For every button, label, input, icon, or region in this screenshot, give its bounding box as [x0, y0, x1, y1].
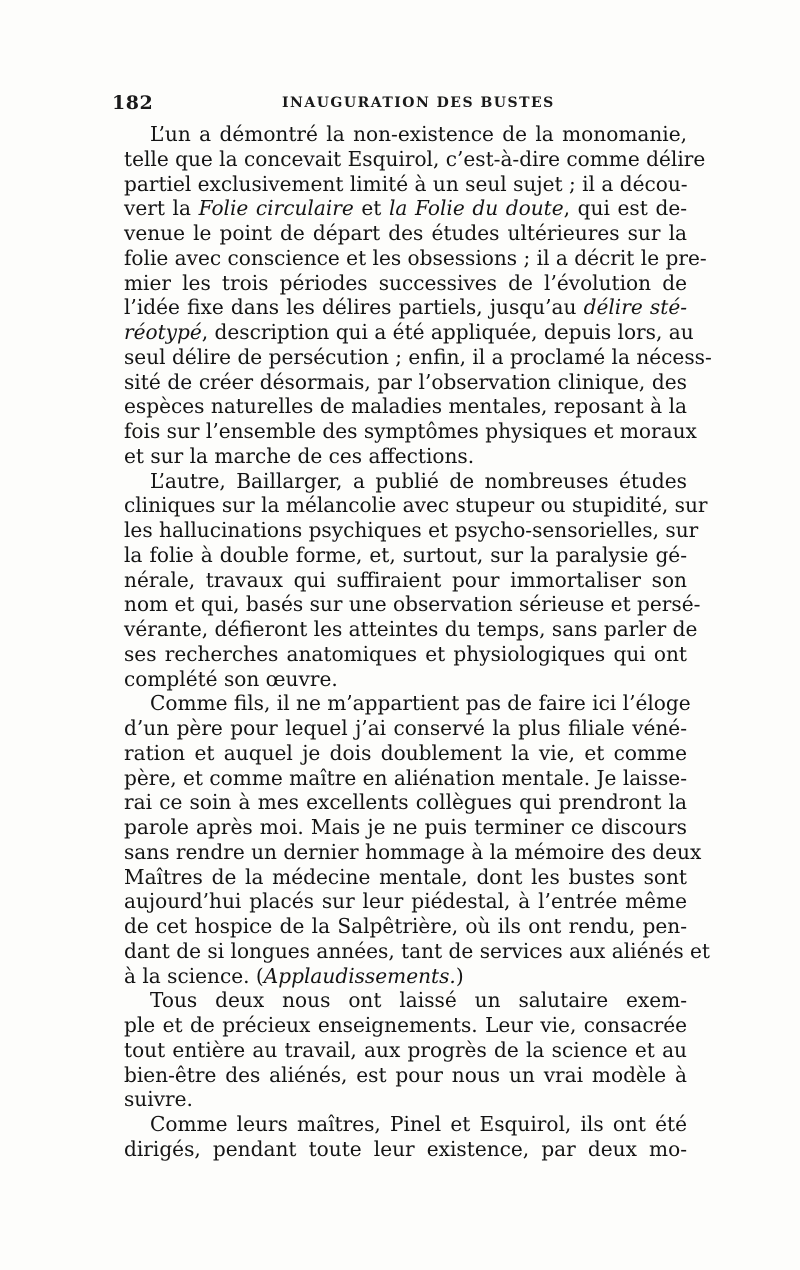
text-line: complété son œuvre.	[124, 666, 338, 691]
text-line: Maîtres de la médecine mentale, dont les bustes sont	[124, 864, 687, 889]
text-line: dirigés, pendant toute leur existence, par deux mo-	[124, 1136, 687, 1161]
text-line: et sur la marche de ces affections.	[124, 443, 475, 468]
text-line: espèces naturelles de maladies mentales, reposant à la	[124, 394, 687, 419]
text-line: ration et auquel je dois doublement la vie, et comme	[124, 740, 687, 765]
text-line: parole après moi. Mais je ne puis terminer ce discours	[124, 815, 687, 839]
text-segment: vert la	[124, 196, 199, 221]
text-line	[124, 320, 694, 345]
italic-text: Folie circulaire	[198, 196, 354, 221]
text-line: père, et comme maître en aliénation mentale. Je laisse-	[124, 765, 687, 790]
text-line: de cet hospice de la Salpêtrière, où ils ont rendu, pen-	[124, 914, 687, 938]
page-header	[112, 92, 687, 116]
text-line: cliniques sur la mélancolie avec stupeur ou stupidité, sur	[124, 493, 708, 518]
text-line: vérante, défieront les atteintes du temps, sans parler de	[124, 617, 698, 641]
text-line: folie avec conscience et les obsessions ; il a décrit le pre-	[124, 245, 707, 270]
text-line: nérale, travaux qui suffiraient pour immortaliser son	[124, 567, 687, 592]
italic-text: délire sté-	[583, 295, 687, 320]
text-line: telle que la concevait Esquirol, c’est-à-dire comme délire	[124, 146, 706, 171]
text-line	[124, 295, 687, 320]
italic-text: Applaudissements.	[263, 963, 456, 988]
text-line: d’un père pour lequel j’ai conservé la plus filiale véné-	[124, 716, 687, 740]
text-line: rai ce soin à mes excellents collègues qui prendront la	[124, 790, 687, 815]
text-line	[124, 964, 687, 989]
text-line: sans rendre un dernier hommage à la mémoire des deux	[124, 839, 702, 864]
text-line: dant de si longues années, tant de services aux aliénés et	[124, 938, 710, 963]
text-line: seul délire de persécution ; enfin, il a proclamé la nécess-	[124, 344, 712, 369]
text-line: venue le point de départ des études ultérieures sur la	[124, 221, 687, 245]
text-line: Comme leurs maîtres, Pinel et Esquirol, ils ont été	[150, 1112, 687, 1136]
text-segment: à la science. (	[124, 963, 264, 988]
text-segment: l’idée fixe dans les délires partiels, jusqu’au	[124, 295, 584, 320]
text-segment: , qui est de-	[563, 196, 687, 221]
text-line: partiel exclusivement limité à un seul sujet ; il a décou-	[124, 171, 688, 196]
text-segment: , description qui a été appliquée, depuis lors, au	[201, 320, 694, 344]
text-line: Tous deux nous ont laissé un salutaire exem-	[150, 988, 687, 1013]
text-line: L’autre, Baillarger, a publié de nombreuses études	[150, 468, 687, 493]
italic-text: la Folie du doute	[388, 196, 564, 221]
page-number: 182	[112, 92, 154, 114]
body-text	[124, 122, 712, 1162]
text-line	[124, 196, 687, 221]
italic-text: réotypé	[124, 320, 202, 344]
text-line: la folie à double forme, et, surtout, sur la paralysie gé-	[124, 542, 687, 567]
text-line: les hallucinations psychiques et psycho-sensorielles, sur	[124, 518, 699, 542]
text-line: ple et de précieux enseignements. Leur vie, consacrée	[124, 1013, 687, 1037]
text-line: ses recherches anatomiques et physiologiques qui ont	[124, 641, 687, 666]
text-line: sité de créer désormais, par l’observation clinique, des	[124, 369, 687, 394]
text-line: fois sur l’ensemble des symptômes physiques et moraux	[124, 419, 697, 443]
text-line: tout entière au travail, aux progrès de la science et au	[124, 1037, 687, 1062]
text-line: nom et qui, basés sur une observation sérieuse et persé-	[124, 592, 701, 617]
running-title: INAUGURATION DES BUSTES	[282, 95, 555, 111]
text-segment: )	[455, 963, 464, 988]
text-line: suivre.	[124, 1087, 193, 1112]
text-line: Comme fils, il ne m’appartient pas de faire ici l’éloge	[150, 691, 691, 716]
text-line: mier les trois périodes successives de l’évolution de	[124, 270, 687, 295]
text-line: aujourd’hui placés sur leur piédestal, à l’entrée même	[124, 889, 687, 914]
text-line: L’un a démontré la non-existence de la monomanie,	[150, 122, 687, 146]
text-segment: et	[353, 196, 389, 221]
text-line: bien-être des aliénés, est pour nous un vrai modèle à	[124, 1062, 687, 1087]
